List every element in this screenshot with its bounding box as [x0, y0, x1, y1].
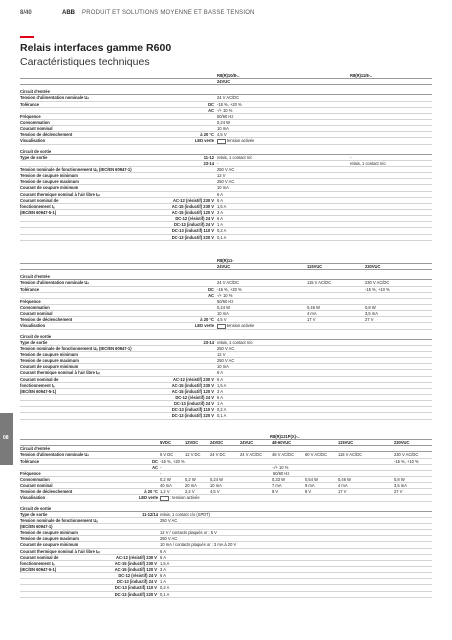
cell: 10 mA: [217, 364, 229, 370]
cell: 7 mA: [272, 483, 282, 489]
cell: relais, 1 contact n/o: [217, 339, 253, 345]
row-sublabel: à 20 °C: [144, 489, 158, 495]
cell: 0,46 W: [338, 476, 351, 482]
row-sublabel: DC-13 (inductif) 110 V: [171, 228, 214, 234]
row-label: fonctionnement Iₑ: [20, 203, 55, 209]
cell: 6 A: [217, 370, 223, 376]
cell: relais, 1 contact n/c: [217, 154, 253, 160]
cell: 10 mA: [217, 311, 229, 317]
row-label: Courant nominal de: [20, 554, 59, 560]
row-label: Courant nominal: [20, 126, 53, 132]
cell: 6 A: [217, 191, 223, 197]
cell: 24 V AC/DC: [217, 95, 240, 101]
cell: 10 mA: [210, 483, 222, 489]
cell: 250 V AC: [217, 358, 235, 364]
row-label: Consommation: [20, 119, 50, 125]
cell: 6 A: [217, 376, 223, 382]
cell: 4 mA: [338, 483, 348, 489]
row-sublabel: AC-15 (inductif) 230 V: [171, 203, 214, 209]
row-label: Tension d'alimentation nominale Uₙ: [20, 95, 89, 101]
cell: 50/60 Hz: [217, 113, 234, 119]
row-label: fonctionnement Iₑ: [20, 382, 55, 388]
led-indicator-icon: [217, 324, 226, 329]
section-label: Circuit d'entrée: [20, 274, 50, 280]
row-label: Tension d'alimentation nominale Uₙ: [20, 280, 89, 286]
spec-table-3: [20, 434, 432, 598]
row-label: (IEC/EN 60947-1): [20, 523, 53, 529]
cell: 24 V DC: [210, 452, 226, 458]
cell: 0,1 A: [217, 234, 227, 240]
cell: 250 V AC: [160, 517, 178, 523]
cell: 48 V AC/DC: [272, 452, 295, 458]
cell: -15 %, +20 %: [217, 286, 242, 292]
row-sublabel: AC-12 (résistif) 230 V: [116, 554, 157, 560]
cell: 17 V: [307, 317, 316, 323]
cell: 2,2 V: [185, 489, 195, 495]
cell: relais, 1 contact c/o (SPDT): [160, 511, 211, 517]
cell: 1 A: [217, 222, 223, 228]
row-label: Courant nominal de: [20, 376, 59, 382]
cell: 10 mA: [217, 126, 229, 132]
voltage-label: 115VUC: [307, 264, 323, 270]
table-row: Visualisation LED verte : tension activée: [20, 495, 432, 501]
row-label: Tension de coupure minimum: [20, 173, 78, 179]
cell: 6 A: [217, 197, 223, 203]
cell: 4,5 V: [217, 132, 227, 138]
row-sublabel: DC-13 (inductif) 220 V: [114, 591, 157, 597]
cell: -/+ 10 %: [217, 107, 233, 113]
row-sublabel: LED verte: [138, 495, 158, 501]
cell: 1,2 V: [160, 489, 170, 495]
row-sublabel: DC: [208, 101, 214, 107]
cell: 0,46 W: [307, 304, 320, 310]
cell: 24 V AC/DC: [240, 452, 263, 458]
row-label: (IEC/EN 60947-5-1): [20, 209, 57, 215]
row-label: Fréquence: [20, 470, 41, 476]
row-sublabel: DC-13 (inductif) 110 V: [171, 407, 214, 413]
cell: 12 V / contacts plaqués or : 5 V: [160, 530, 217, 536]
cell: 6 A: [217, 394, 223, 400]
section-label: Circuit de sortie: [20, 148, 52, 154]
cell: 0,33 W: [272, 476, 285, 482]
row-label: Tension nominale de fonctionnement Uₑ (IEC/EN 60947-1): [20, 166, 132, 172]
row-label: Type de sortie: [20, 339, 48, 345]
row-label: Fréquence: [20, 298, 41, 304]
cell: -: [160, 470, 162, 476]
voltage-label: 12VDC: [185, 440, 199, 446]
cell: 10 mA / contacts plaqués or : 3 mA à 20 V: [160, 542, 237, 548]
row-sublabel: DC-12 (résistif) 24 V: [175, 216, 214, 222]
accent-bar: [20, 36, 34, 38]
row-label: Courant de coupure minimum: [20, 364, 79, 370]
page-subtitle: Caractéristiques techniques: [20, 56, 150, 68]
led-indicator-icon: [217, 139, 226, 144]
cell: 3,5 mA: [394, 483, 407, 489]
cell: 0,2 A: [160, 585, 170, 591]
row-label: Tolérance: [20, 101, 40, 107]
running-header: PRODUIT ET SOLUTIONS MOYENNE ET BASSE TENSION: [82, 10, 255, 16]
cell: 250 V AC: [217, 345, 235, 351]
row-label: Courant de coupure minimum: [20, 542, 79, 548]
cell: 6 A: [160, 554, 166, 560]
table-row: [20, 592, 432, 598]
row-sublabel: AC-12 (résistif) 230 V: [173, 376, 214, 382]
row-sublabel: DC-13 (inductif) 24 V: [173, 222, 214, 228]
cell: -15 %, +10 %: [365, 286, 390, 292]
cell: 115 V AC/DC: [307, 280, 332, 286]
row-label: (IEC/EN 60947-5-1): [20, 566, 57, 572]
row-label: Tension de déclenchement: [20, 132, 73, 138]
row-label: Consommation: [20, 476, 50, 482]
row-sublabel: AC: [208, 292, 214, 298]
row-label: Tension nominale de fonctionnement Uₑ (IEC/EN 60947-1): [20, 345, 132, 351]
brand-logo-text: ABB: [62, 10, 75, 16]
row-sublabel: à 20 °C: [200, 317, 214, 323]
cell: 1,5 A: [160, 560, 170, 566]
row-label: Tension de coupure maximum: [20, 358, 79, 364]
cell: 3 A: [160, 566, 166, 572]
cell: -15 %, +20 %: [160, 458, 185, 464]
row-label: Visualisation: [20, 495, 46, 501]
row-label: Consommation: [20, 304, 50, 310]
cell: 0,24 W: [217, 119, 230, 125]
column-header: R8(R)11-: [217, 258, 234, 263]
row-sublabel: 11-12: [203, 154, 214, 160]
column-header: R8(R)11/8-..: [350, 73, 373, 78]
cell: 0,1 A: [217, 413, 227, 419]
row-label: Visualisation: [20, 323, 46, 329]
cell: 4,5 V: [217, 317, 227, 323]
row-sublabel: LED verte: [194, 138, 214, 144]
cell: 6 A: [217, 216, 223, 222]
cell: 10 mA: [217, 185, 229, 191]
row-label: Courant nominal: [20, 311, 53, 317]
row-label: Tolérance: [20, 458, 40, 464]
chapter-tab-label: 08: [3, 435, 9, 441]
section-label: Circuit de sortie: [20, 505, 52, 511]
cell: [217, 323, 254, 328]
row-label: Courant nominal: [20, 483, 53, 489]
row-sublabel: AC-15 (inductif) 120 V: [171, 209, 214, 215]
row-label: Tension de coupure minimum: [20, 351, 78, 357]
cell: 1,5 A: [217, 203, 227, 209]
cell: tension activée: [172, 495, 200, 501]
cell: 3 A: [217, 388, 223, 394]
cell: 6 A: [160, 548, 166, 554]
row-sublabel: 23-14: [203, 160, 214, 166]
spec-table-2: [20, 258, 432, 420]
row-sublabel: DC-12 (résistif) 24 V: [118, 573, 157, 579]
cell: -15 %, +10 %: [394, 458, 419, 464]
row-sublabel: AC: [152, 464, 158, 470]
cell: 250 V AC: [217, 179, 235, 185]
cell: 50/60 Hz: [217, 298, 234, 304]
cell: 250 V AC: [217, 166, 235, 172]
row-label: Tension nominale de fonctionnement Uₑ: [20, 517, 98, 523]
cell: 4 mA: [307, 311, 317, 317]
voltage-label: 48-60VUC: [272, 440, 292, 446]
cell: 0,2 A: [217, 228, 227, 234]
cell: 12 V: [217, 173, 226, 179]
voltage-label: 24VUC: [217, 264, 231, 270]
cell: -: [350, 154, 352, 160]
cell: -/+ 10 %: [273, 464, 289, 470]
row-sublabel: DC-13 (inductif) 110 V: [114, 585, 157, 591]
row-sublabel: DC: [152, 458, 158, 464]
cell: 0,2 W: [160, 476, 171, 482]
chapter-tab: [0, 413, 13, 465]
row-sublabel: à 20 °C: [200, 132, 214, 138]
column-header: R8(R)10/8-..: [217, 73, 240, 78]
cell: 3,5 mA: [365, 311, 378, 317]
page-title: Relais interfaces gamme R600: [20, 42, 172, 54]
cell: 0,2 A: [217, 407, 227, 413]
cell: 27 V: [394, 489, 403, 495]
row-sublabel: DC-13 (inductif) 220 V: [171, 413, 214, 419]
row-label: Type de sortie: [20, 511, 48, 517]
led-indicator-icon: [160, 496, 169, 501]
row-label: fonctionnement Iₑ: [20, 560, 55, 566]
cell: 40 mA: [160, 483, 172, 489]
cell: 0,8 W: [394, 476, 405, 482]
cell: 12 V: [217, 351, 226, 357]
row-sublabel: AC-15 (inductif) 230 V: [171, 382, 214, 388]
row-label: Courant de coupure minimum: [20, 185, 79, 191]
row-label: Courant thermique nominal à l'air libre Iₜₕ: [20, 370, 101, 376]
section-label: Circuit d'entrée: [20, 89, 50, 95]
row-sublabel: AC-12 (résistif) 230 V: [173, 197, 214, 203]
row-sublabel: DC-13 (inductif) 24 V: [173, 401, 214, 407]
cell: 17 V: [338, 489, 347, 495]
cell: 24 V AC/DC: [217, 280, 240, 286]
cell: 0,24 W: [210, 476, 223, 482]
section-label: Circuit de sortie: [20, 333, 52, 339]
cell: 0,2 W: [185, 476, 196, 482]
cell: 230 V AC/DC: [365, 280, 390, 286]
cell-text: tension activée: [227, 323, 255, 329]
row-sublabel: DC-13 (inductif) 220 V: [171, 234, 214, 240]
voltage-label: 230VUC: [365, 264, 381, 270]
voltage-label: 115VUC: [338, 440, 354, 446]
row-label: Tension de coupure maximum: [20, 179, 79, 185]
cell: 8 V: [272, 489, 279, 495]
row-sublabel: AC: [208, 107, 214, 113]
row-sublabel: 23-14: [203, 339, 214, 345]
table-row: [20, 235, 432, 241]
row-sublabel: DC-12 (résistif) 24 V: [175, 394, 214, 400]
section-label: Circuit d'entrée: [20, 446, 50, 452]
voltage-label: 230VUC: [394, 440, 410, 446]
page-number: 8/40: [20, 10, 32, 16]
row-sublabel: 11-12/14: [142, 511, 158, 517]
row-label: Tension de coupure maximum: [20, 536, 79, 542]
row-label: Tolérance: [20, 286, 40, 292]
row-label: Fréquence: [20, 113, 41, 119]
cell: 0,1 A: [160, 591, 170, 597]
cell: -/+ 10 %: [217, 292, 233, 298]
cell: 20 mA: [185, 483, 197, 489]
cell: 50/60 Hz: [273, 470, 290, 476]
cell: 0,8 W: [365, 304, 376, 310]
row-label: Courant thermique nominal à l'air libre Iₜₕ: [20, 191, 101, 197]
row-sublabel: AC-15 (inductif) 120 V: [171, 388, 214, 394]
row-sublabel: DC: [208, 286, 214, 292]
cell: 5 V DC: [160, 452, 174, 458]
row-sublabel: DC-13 (inductif) 24 V: [116, 579, 157, 585]
cell: 230 V AC/DC: [394, 452, 419, 458]
row-sublabel: AC-15 (inductif) 230 V: [114, 560, 157, 566]
cell: 12 V DC: [185, 452, 201, 458]
row-label: Courant thermique nominal à l'air libre Iₜₕ: [20, 548, 101, 554]
voltage-label: 5VDC: [160, 440, 171, 446]
row-label: Type de sortie: [20, 154, 48, 160]
cell: 3 A: [217, 209, 223, 215]
row-sublabel: AC-15 (inductif) 120 V: [114, 566, 157, 572]
row-label: Visualisation: [20, 138, 46, 144]
column-header: R8(R)121P(X)-..: [270, 434, 300, 439]
cell: 1,5 A: [217, 382, 227, 388]
cell: 9 mA: [305, 483, 315, 489]
row-label: Tension d'alimentation nominale Uₙ: [20, 452, 89, 458]
cell: 6 A: [160, 573, 166, 579]
cell: 0,24 W: [217, 304, 230, 310]
cell: 8 V: [305, 489, 312, 495]
cell: 250 V AC: [160, 536, 178, 542]
cell: relais, 1 contact n/o: [350, 160, 386, 166]
cell: [217, 138, 254, 143]
spec-table-1: [20, 73, 432, 241]
row-label: Tension de coupure minimum: [20, 530, 78, 536]
cell: 60 V AC/DC: [305, 452, 328, 458]
row-label: Tension de déclenchement: [20, 489, 73, 495]
cell: -15 %, +20 %: [217, 101, 242, 107]
cell: -: [160, 464, 162, 470]
voltage-label: 24VDC: [210, 440, 224, 446]
voltage-label: 24VUC: [240, 440, 254, 446]
cell: 0,54 W: [305, 476, 318, 482]
cell: 115 V AC/DC: [338, 452, 363, 458]
cell: -: [217, 160, 219, 166]
cell: 27 V: [365, 317, 374, 323]
cell: 1 A: [217, 401, 223, 407]
cell: 1 A: [160, 579, 166, 585]
cell-text: tension activée: [227, 138, 255, 144]
cell: 4,5 V: [210, 489, 220, 495]
row-label: (IEC/EN 60947-5-1): [20, 388, 57, 394]
row-label: Courant nominal de: [20, 197, 59, 203]
row-label: Tension de déclenchement: [20, 317, 73, 323]
voltage-label: 24VUC: [217, 79, 231, 85]
row-sublabel: LED verte: [194, 323, 214, 329]
table-row: [20, 413, 432, 419]
